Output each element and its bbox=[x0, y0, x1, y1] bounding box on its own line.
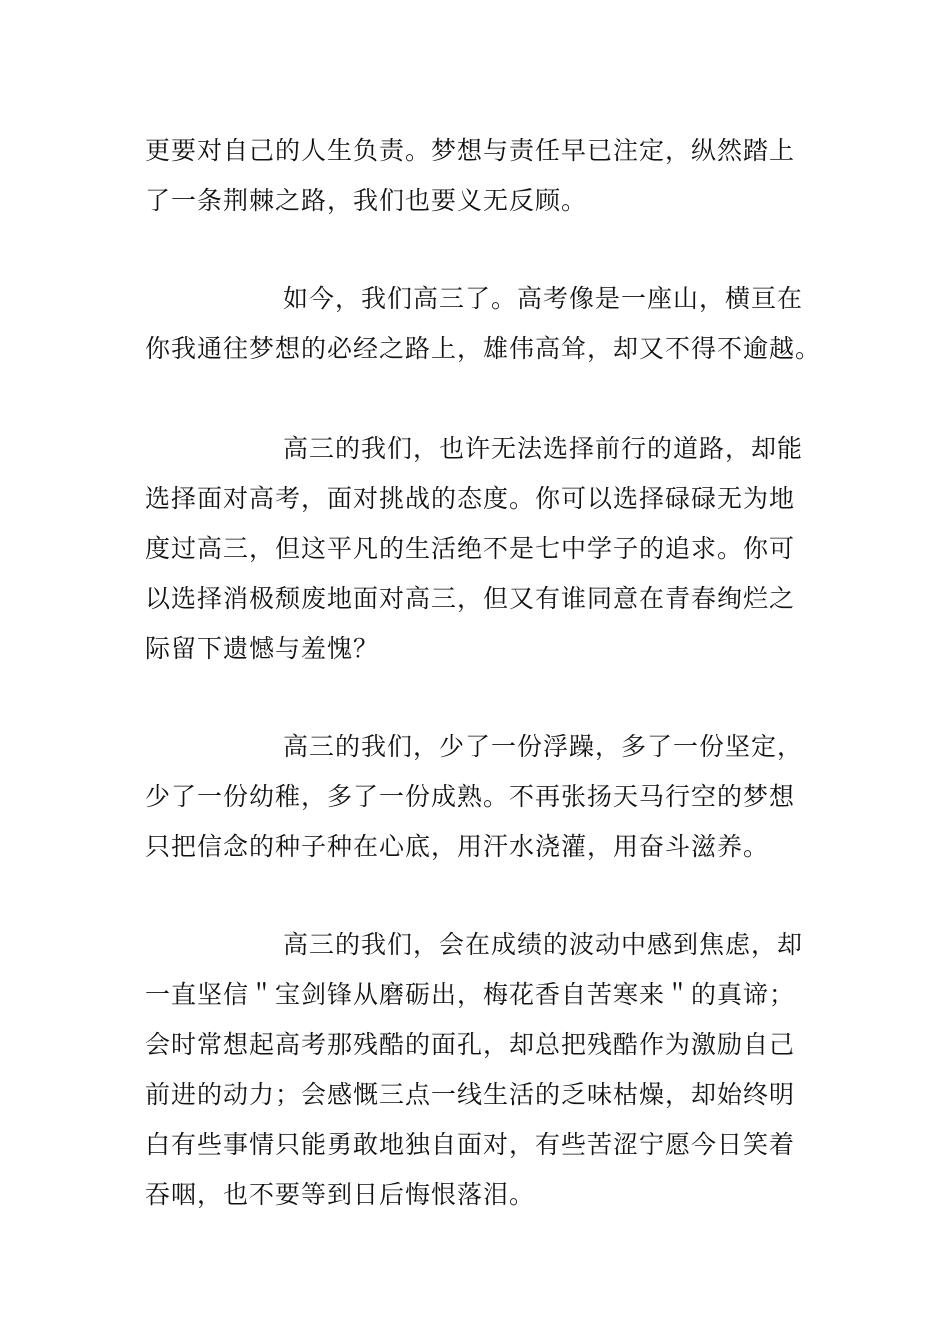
paragraph-line: 吞咽，也不要等到日后悔恨落泪。 bbox=[145, 1180, 536, 1209]
paragraph-line-indented: 高三的我们，少了一份浮躁，多了一份坚定， bbox=[283, 732, 804, 761]
paragraph-2 bbox=[145, 274, 822, 374]
paragraph-line: 白有些事情只能勇敢地独自面对，有些苦涩宁愿今日笑着 bbox=[145, 1130, 796, 1159]
paragraph-line: 会时常想起高考那残酷的面孔，却总把残酷作为激励自己 bbox=[145, 1030, 796, 1059]
paragraph-line: 前进的动力；会感慨三点一线生活的乏味枯燥，却始终明 bbox=[145, 1080, 796, 1109]
paragraph-line: 一直坚信＂宝剑锋从磨砺出，梅花香自苦寒来＂的真谛； bbox=[145, 980, 796, 1009]
paragraph-line: 少了一份幼稚，多了一份成熟。不再张扬天马行空的梦想 bbox=[145, 782, 796, 811]
paragraph-line: 选择面对高考，面对挑战的态度。你可以选择碌碌无为地 bbox=[145, 484, 796, 513]
paragraph-line: 际留下遗憾与羞愧？ bbox=[145, 634, 380, 663]
paragraph-4 bbox=[145, 722, 810, 872]
paragraph-line-indented: 高三的我们，也许无法选择前行的道路，却能 bbox=[283, 434, 804, 463]
paragraph-line: 以选择消极颓废地面对高三，但又有谁同意在青春绚烂之 bbox=[145, 584, 796, 613]
paragraph-3 bbox=[145, 424, 810, 674]
paragraph-line: 度过高三，但这平凡的生活绝不是七中学子的追求。你可 bbox=[145, 534, 796, 563]
paragraph-line-indented: 高三的我们，会在成绩的波动中感到焦虑，却 bbox=[283, 930, 804, 959]
paragraph-line: 你我通往梦想的必经之路上，雄伟高耸，却又不得不逾越。 bbox=[145, 334, 822, 363]
paragraph-1 bbox=[145, 126, 810, 226]
paragraph-line-indented: 如今，我们高三了。高考像是一座山，横亘在 bbox=[283, 284, 804, 313]
paragraph-5 bbox=[145, 920, 810, 1220]
paragraph-line: 更要对自己的人生负责。梦想与责任早已注定，纵然踏上 bbox=[145, 136, 796, 165]
paragraph-line: 了一条荆棘之路，我们也要义无反顾。 bbox=[145, 186, 588, 215]
paragraph-line: 只把信念的种子种在心底，用汗水浇灌，用奋斗滋养。 bbox=[145, 832, 770, 861]
